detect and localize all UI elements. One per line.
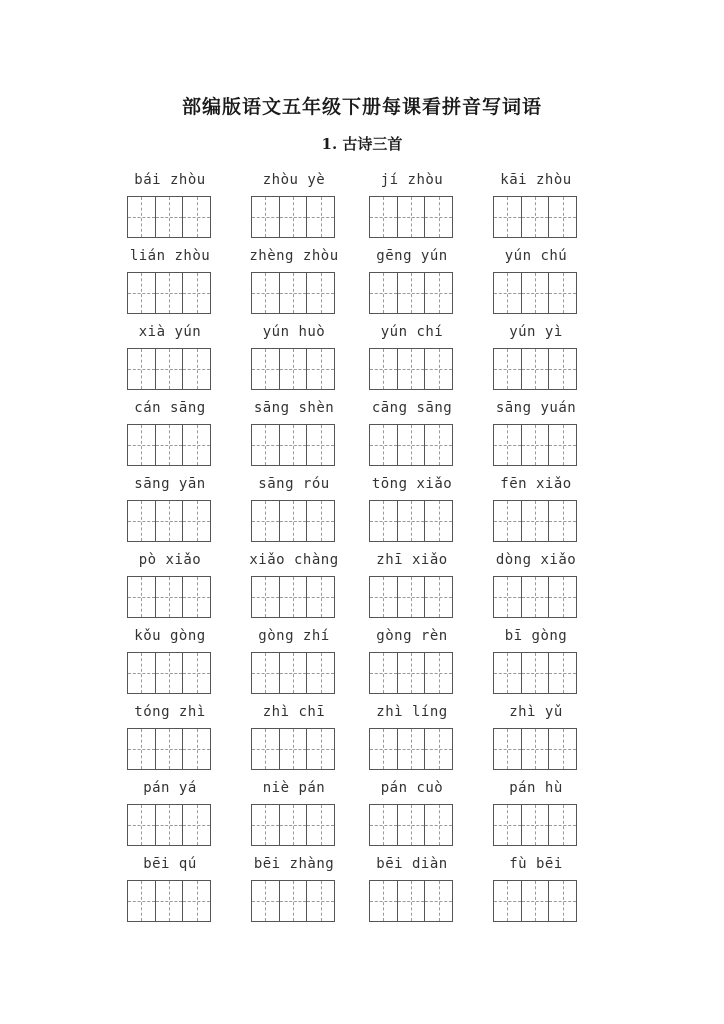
tianzige-box[interactable]	[279, 805, 307, 845]
tianzige-box[interactable]	[494, 881, 521, 921]
exercise-item	[493, 780, 579, 844]
exercise-item	[369, 400, 455, 464]
tianzige-box[interactable]	[128, 197, 155, 237]
exercise-item	[251, 248, 337, 312]
writing-boxes[interactable]	[251, 576, 335, 618]
tianzige-box[interactable]	[548, 729, 576, 769]
pinyin-label: sāng yuán	[495, 400, 577, 416]
tianzige-box[interactable]	[306, 653, 334, 693]
writing-boxes[interactable]	[251, 728, 335, 770]
writing-boxes[interactable]	[369, 500, 453, 542]
tianzige-box[interactable]	[494, 425, 521, 465]
tianzige-box[interactable]	[370, 273, 397, 313]
exercise-item	[369, 704, 455, 768]
tianzige-box[interactable]	[155, 197, 183, 237]
tianzige-box[interactable]	[279, 197, 307, 237]
tianzige-box[interactable]	[370, 197, 397, 237]
tianzige-box[interactable]	[397, 273, 425, 313]
tianzige-box[interactable]	[494, 349, 521, 389]
pinyin-label: gēng yún	[376, 248, 448, 264]
writing-boxes[interactable]	[127, 880, 211, 922]
tianzige-box[interactable]	[279, 349, 307, 389]
lesson-title: 1. 古诗三首	[321, 135, 403, 153]
writing-boxes[interactable]	[127, 652, 211, 694]
tianzige-box[interactable]	[155, 577, 183, 617]
tianzige-box[interactable]	[548, 577, 576, 617]
exercise-item	[251, 172, 337, 236]
pinyin-label: yún chú	[504, 248, 568, 264]
tianzige-box[interactable]	[424, 805, 452, 845]
tianzige-box[interactable]	[252, 729, 279, 769]
exercise-item	[493, 704, 579, 768]
writing-boxes[interactable]	[127, 576, 211, 618]
page-title: 部编版语文五年级下册每课看拼音写词语	[181, 96, 542, 118]
tianzige-box[interactable]	[182, 349, 210, 389]
writing-boxes[interactable]	[251, 272, 335, 314]
tianzige-box[interactable]	[128, 577, 155, 617]
tianzige-box[interactable]	[252, 425, 279, 465]
exercise-item	[127, 856, 213, 920]
exercise-item	[369, 628, 455, 692]
exercise-item	[251, 780, 337, 844]
tianzige-box[interactable]	[397, 349, 425, 389]
writing-boxes[interactable]	[493, 500, 577, 542]
exercise-item	[493, 324, 579, 388]
pinyin-label: gòng rèn	[376, 628, 448, 644]
tianzige-box[interactable]	[548, 501, 576, 541]
tianzige-box[interactable]	[279, 653, 307, 693]
exercise-item	[127, 552, 213, 616]
tianzige-box[interactable]	[548, 273, 576, 313]
pinyin-label: fù bēi	[509, 856, 563, 872]
exercise-item	[369, 476, 455, 540]
pinyin-label: niè pán	[262, 780, 326, 796]
writing-boxes[interactable]	[369, 804, 453, 846]
writing-boxes[interactable]	[493, 272, 577, 314]
tianzige-box[interactable]	[494, 729, 521, 769]
tianzige-box[interactable]	[279, 577, 307, 617]
tianzige-box[interactable]	[182, 881, 210, 921]
tianzige-box[interactable]	[521, 729, 549, 769]
tianzige-box[interactable]	[494, 577, 521, 617]
tianzige-box[interactable]	[252, 273, 279, 313]
pinyin-label: yún huò	[262, 324, 326, 340]
writing-boxes[interactable]	[493, 728, 577, 770]
tianzige-box[interactable]	[494, 197, 521, 237]
tianzige-box[interactable]	[182, 273, 210, 313]
pinyin-label: bēi qú	[143, 856, 197, 872]
tianzige-box[interactable]	[397, 501, 425, 541]
tianzige-box[interactable]	[521, 273, 549, 313]
writing-boxes[interactable]	[493, 652, 577, 694]
pinyin-label: zhòu yè	[262, 172, 326, 188]
writing-boxes[interactable]	[493, 880, 577, 922]
tianzige-box[interactable]	[424, 273, 452, 313]
tianzige-box[interactable]	[128, 881, 155, 921]
pinyin-label: pán cuò	[380, 780, 444, 796]
exercise-item	[251, 628, 337, 692]
tianzige-box[interactable]	[306, 881, 334, 921]
tianzige-box[interactable]	[306, 273, 334, 313]
tianzige-box[interactable]	[252, 653, 279, 693]
tianzige-box[interactable]	[128, 501, 155, 541]
pinyin-label: lián zhòu	[129, 248, 211, 264]
pinyin-label: sāng róu	[258, 476, 330, 492]
writing-boxes[interactable]	[127, 424, 211, 466]
tianzige-box[interactable]	[155, 805, 183, 845]
tianzige-box[interactable]	[252, 805, 279, 845]
pinyin-label: sāng shèn	[253, 400, 335, 416]
tianzige-box[interactable]	[370, 425, 397, 465]
exercise-item	[493, 628, 579, 692]
writing-boxes[interactable]	[127, 348, 211, 390]
pinyin-label: xiǎo chàng	[249, 552, 339, 568]
tianzige-box[interactable]	[370, 653, 397, 693]
pinyin-label: zhèng zhòu	[249, 248, 339, 264]
tianzige-box[interactable]	[370, 805, 397, 845]
exercise-item	[493, 172, 579, 236]
writing-boxes[interactable]	[369, 728, 453, 770]
tianzige-box[interactable]	[494, 273, 521, 313]
pinyin-label: pò xiǎo	[138, 552, 202, 568]
exercise-item	[369, 552, 455, 616]
exercise-item	[251, 324, 337, 388]
exercise-item	[369, 324, 455, 388]
tianzige-box[interactable]	[370, 349, 397, 389]
tianzige-box[interactable]	[252, 197, 279, 237]
tianzige-box[interactable]	[397, 577, 425, 617]
tianzige-box[interactable]	[521, 881, 549, 921]
writing-boxes[interactable]	[251, 804, 335, 846]
writing-boxes[interactable]	[127, 272, 211, 314]
pinyin-label: tóng zhì	[134, 704, 206, 720]
tianzige-box[interactable]	[279, 501, 307, 541]
tianzige-box[interactable]	[494, 653, 521, 693]
pinyin-label: fēn xiǎo	[500, 476, 572, 492]
writing-boxes[interactable]	[369, 348, 453, 390]
exercise-item	[251, 400, 337, 464]
tianzige-box[interactable]	[424, 729, 452, 769]
tianzige-box[interactable]	[521, 577, 549, 617]
tianzige-box[interactable]	[424, 349, 452, 389]
tianzige-box[interactable]	[397, 729, 425, 769]
writing-boxes[interactable]	[369, 196, 453, 238]
pinyin-label: sāng yān	[134, 476, 206, 492]
writing-boxes[interactable]	[369, 272, 453, 314]
tianzige-box[interactable]	[306, 349, 334, 389]
pinyin-label: bái zhòu	[134, 172, 206, 188]
pinyin-label: zhī xiǎo	[376, 552, 448, 568]
writing-boxes[interactable]	[493, 348, 577, 390]
tianzige-box[interactable]	[370, 501, 397, 541]
tianzige-box[interactable]	[128, 349, 155, 389]
exercise-item	[369, 856, 455, 920]
exercise-item	[369, 248, 455, 312]
tianzige-box[interactable]	[128, 805, 155, 845]
tianzige-box[interactable]	[306, 501, 334, 541]
exercise-item	[493, 552, 579, 616]
pinyin-label: zhì yǔ	[509, 704, 563, 720]
tianzige-box[interactable]	[424, 501, 452, 541]
exercise-item	[493, 476, 579, 540]
tianzige-box[interactable]	[548, 197, 576, 237]
tianzige-box[interactable]	[155, 349, 183, 389]
pinyin-label: yún yì	[509, 324, 563, 340]
pinyin-label: bēi diàn	[376, 856, 448, 872]
tianzige-box[interactable]	[521, 349, 549, 389]
exercise-item	[251, 552, 337, 616]
tianzige-box[interactable]	[128, 653, 155, 693]
tianzige-box[interactable]	[521, 805, 549, 845]
tianzige-box[interactable]	[548, 425, 576, 465]
writing-boxes[interactable]	[127, 500, 211, 542]
tianzige-box[interactable]	[306, 729, 334, 769]
exercise-item	[493, 856, 579, 920]
writing-boxes[interactable]	[493, 576, 577, 618]
writing-boxes[interactable]	[251, 652, 335, 694]
writing-boxes[interactable]	[493, 424, 577, 466]
pinyin-label: jí zhòu	[380, 172, 444, 188]
exercise-item	[127, 628, 213, 692]
tianzige-box[interactable]	[182, 501, 210, 541]
tianzige-box[interactable]	[128, 425, 155, 465]
tianzige-box[interactable]	[155, 425, 183, 465]
writing-boxes[interactable]	[251, 196, 335, 238]
tianzige-box[interactable]	[279, 425, 307, 465]
tianzige-box[interactable]	[182, 805, 210, 845]
tianzige-box[interactable]	[252, 577, 279, 617]
pinyin-label: pán hù	[509, 780, 563, 796]
exercise-item	[251, 476, 337, 540]
tianzige-box[interactable]	[182, 577, 210, 617]
pinyin-label: zhì líng	[376, 704, 448, 720]
writing-boxes[interactable]	[369, 880, 453, 922]
tianzige-box[interactable]	[397, 805, 425, 845]
tianzige-box[interactable]	[397, 197, 425, 237]
pinyin-label: yún chí	[380, 324, 444, 340]
pinyin-label: zhì chī	[262, 704, 326, 720]
tianzige-box[interactable]	[424, 653, 452, 693]
pinyin-label: kǒu gòng	[134, 628, 206, 644]
tianzige-box[interactable]	[397, 881, 425, 921]
tianzige-box[interactable]	[306, 805, 334, 845]
exercise-item	[369, 172, 455, 236]
pinyin-label: cán sāng	[134, 400, 206, 416]
writing-boxes[interactable]	[251, 424, 335, 466]
tianzige-box[interactable]	[155, 273, 183, 313]
tianzige-box[interactable]	[548, 349, 576, 389]
tianzige-box[interactable]	[182, 653, 210, 693]
tianzige-box[interactable]	[252, 501, 279, 541]
pinyin-label: cāng sāng	[371, 400, 453, 416]
tianzige-box[interactable]	[182, 425, 210, 465]
exercise-item	[251, 704, 337, 768]
tianzige-box[interactable]	[424, 197, 452, 237]
exercise-item	[369, 780, 455, 844]
pinyin-label: bī gòng	[504, 628, 568, 644]
tianzige-box[interactable]	[252, 349, 279, 389]
writing-boxes[interactable]	[251, 348, 335, 390]
tianzige-box[interactable]	[252, 881, 279, 921]
tianzige-box[interactable]	[521, 501, 549, 541]
tianzige-box[interactable]	[521, 425, 549, 465]
writing-boxes[interactable]	[493, 804, 577, 846]
exercise-item	[127, 476, 213, 540]
tianzige-box[interactable]	[306, 577, 334, 617]
tianzige-box[interactable]	[128, 729, 155, 769]
tianzige-box[interactable]	[370, 881, 397, 921]
exercise-item	[251, 856, 337, 920]
pinyin-label: dòng xiǎo	[495, 552, 577, 568]
exercise-item	[127, 324, 213, 388]
exercise-item	[127, 704, 213, 768]
pinyin-label: tōng xiǎo	[371, 476, 453, 492]
writing-boxes[interactable]	[127, 804, 211, 846]
writing-boxes[interactable]	[251, 500, 335, 542]
tianzige-box[interactable]	[548, 881, 576, 921]
tianzige-box[interactable]	[182, 197, 210, 237]
tianzige-box[interactable]	[521, 653, 549, 693]
writing-boxes[interactable]	[251, 880, 335, 922]
tianzige-box[interactable]	[548, 653, 576, 693]
tianzige-box[interactable]	[155, 501, 183, 541]
writing-boxes[interactable]	[127, 728, 211, 770]
pinyin-label: bēi zhàng	[253, 856, 335, 872]
tianzige-box[interactable]	[279, 881, 307, 921]
exercise-item	[127, 780, 213, 844]
writing-boxes[interactable]	[369, 652, 453, 694]
tianzige-box[interactable]	[548, 805, 576, 845]
pinyin-label: xià yún	[138, 324, 202, 340]
tianzige-box[interactable]	[279, 273, 307, 313]
tianzige-box[interactable]	[279, 729, 307, 769]
tianzige-box[interactable]	[155, 729, 183, 769]
tianzige-box[interactable]	[128, 273, 155, 313]
exercise-item	[127, 400, 213, 464]
tianzige-box[interactable]	[521, 197, 549, 237]
tianzige-box[interactable]	[424, 881, 452, 921]
tianzige-box[interactable]	[155, 881, 183, 921]
tianzige-box[interactable]	[424, 425, 452, 465]
pinyin-label: pán yá	[143, 780, 197, 796]
exercise-item	[493, 400, 579, 464]
writing-boxes[interactable]	[369, 424, 453, 466]
tianzige-box[interactable]	[397, 425, 425, 465]
tianzige-box[interactable]	[494, 805, 521, 845]
pinyin-label: kāi zhòu	[500, 172, 572, 188]
tianzige-box[interactable]	[155, 653, 183, 693]
writing-boxes[interactable]	[127, 196, 211, 238]
tianzige-box[interactable]	[182, 729, 210, 769]
tianzige-box[interactable]	[424, 577, 452, 617]
exercise-item	[493, 248, 579, 312]
tianzige-box[interactable]	[370, 577, 397, 617]
tianzige-box[interactable]	[494, 501, 521, 541]
exercise-item	[127, 172, 213, 236]
tianzige-box[interactable]	[306, 425, 334, 465]
tianzige-box[interactable]	[397, 653, 425, 693]
writing-boxes[interactable]	[369, 576, 453, 618]
pinyin-label: gòng zhí	[258, 628, 330, 644]
tianzige-box[interactable]	[306, 197, 334, 237]
writing-boxes[interactable]	[493, 196, 577, 238]
tianzige-box[interactable]	[370, 729, 397, 769]
exercise-item	[127, 248, 213, 312]
